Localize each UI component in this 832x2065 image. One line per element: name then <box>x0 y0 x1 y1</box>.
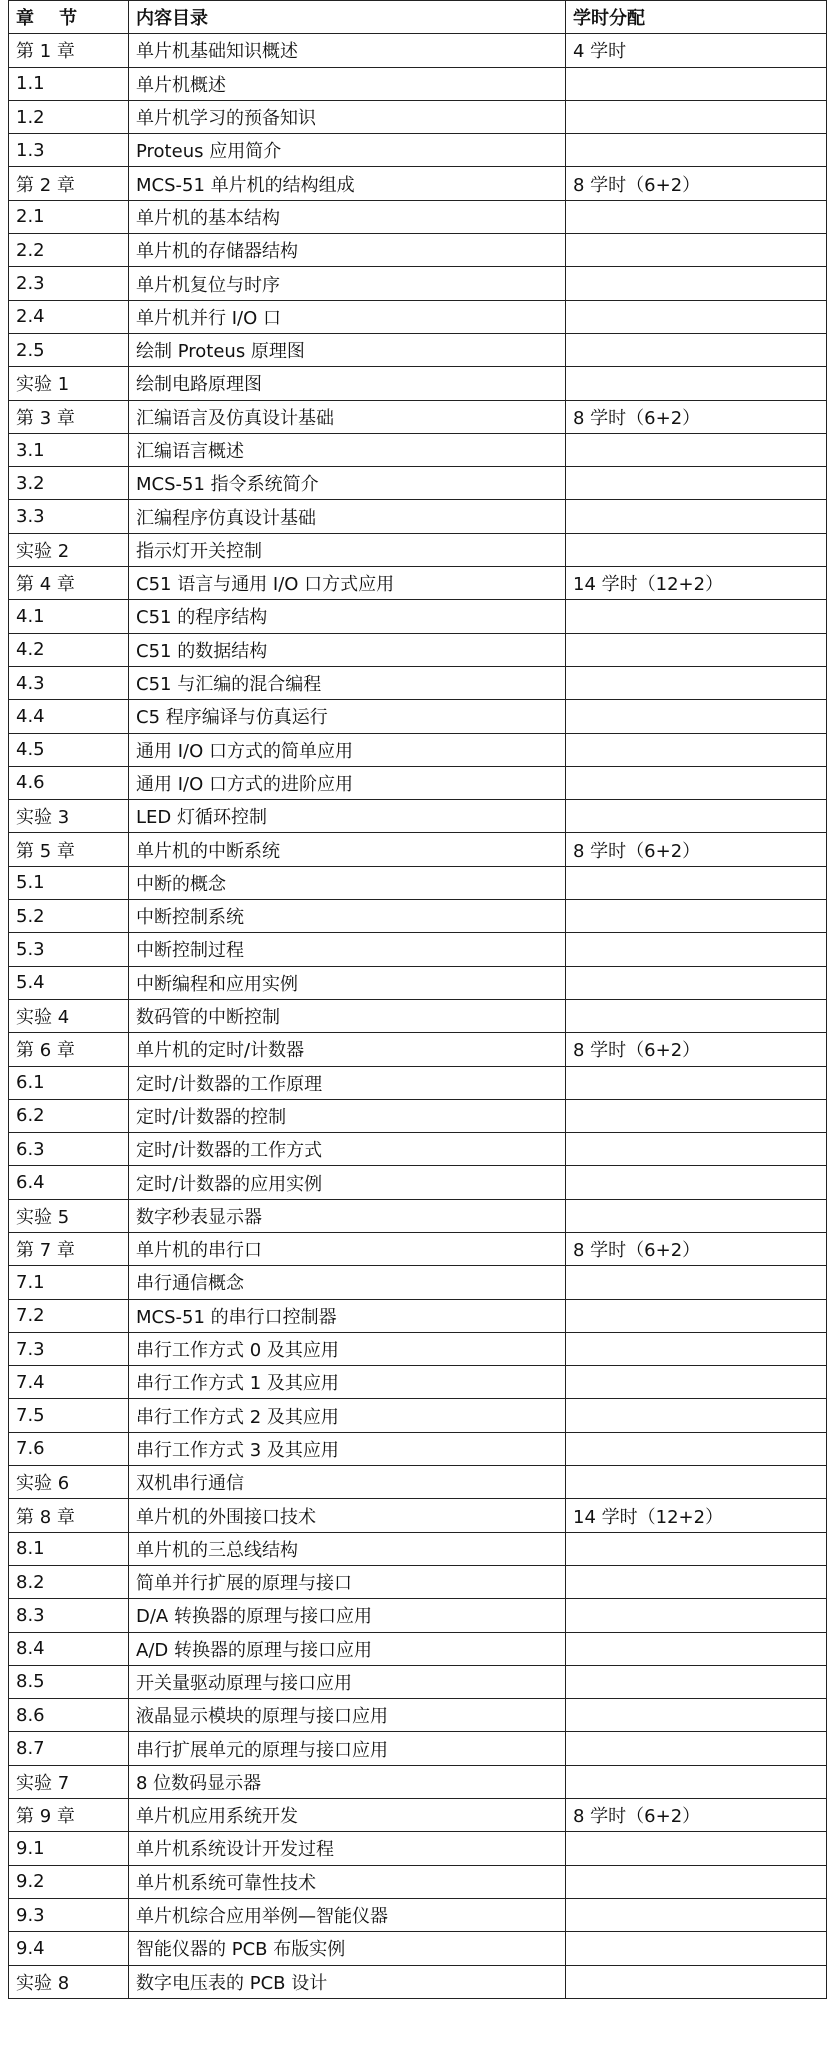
title-cell: 中断控制过程 <box>129 933 566 966</box>
section-cell: 5.3 <box>9 933 129 966</box>
hours-cell <box>566 1133 827 1166</box>
section-cell: 7.6 <box>9 1432 129 1465</box>
hours-cell <box>566 1665 827 1698</box>
header-row <box>9 1 827 34</box>
table-row <box>9 1199 827 1232</box>
hours-cell <box>566 1865 827 1898</box>
hours-cell: 14 学时（12+2） <box>566 1499 827 1532</box>
table-row <box>9 267 827 300</box>
table-row <box>9 67 827 100</box>
table-row <box>9 200 827 233</box>
table-row <box>9 1499 827 1532</box>
hours-cell <box>566 234 827 267</box>
table-row <box>9 1099 827 1132</box>
table-row <box>9 666 827 699</box>
title-cell: MCS-51 指令系统简介 <box>129 467 566 500</box>
title-cell: MCS-51 单片机的结构组成 <box>129 167 566 200</box>
title-cell: C51 与汇编的混合编程 <box>129 666 566 699</box>
table-row <box>9 533 827 566</box>
section-cell: 实验 3 <box>9 800 129 833</box>
syllabus-table <box>8 0 827 1999</box>
title-cell: 单片机的中断系统 <box>129 833 566 866</box>
table-row <box>9 134 827 167</box>
title-cell: D/A 转换器的原理与接口应用 <box>129 1599 566 1632</box>
hours-cell <box>566 200 827 233</box>
table-row <box>9 400 827 433</box>
hours-cell <box>566 1898 827 1931</box>
hours-cell <box>566 900 827 933</box>
table-row <box>9 1133 827 1166</box>
title-cell: 串行通信概念 <box>129 1266 566 1299</box>
title-cell: 汇编语言概述 <box>129 433 566 466</box>
title-cell: C51 语言与通用 I/O 口方式应用 <box>129 567 566 600</box>
section-cell: 2.5 <box>9 333 129 366</box>
table-row <box>9 833 827 866</box>
section-cell: 2.4 <box>9 300 129 333</box>
hours-cell: 8 学时（6+2） <box>566 1232 827 1265</box>
section-cell: 第 3 章 <box>9 400 129 433</box>
title-cell: 绘制 Proteus 原理图 <box>129 333 566 366</box>
section-cell: 8.6 <box>9 1699 129 1732</box>
title-cell: 中断的概念 <box>129 866 566 899</box>
title-cell: 绘制电路原理图 <box>129 367 566 400</box>
title-cell: 单片机的三总线结构 <box>129 1532 566 1565</box>
title-cell: C51 的程序结构 <box>129 600 566 633</box>
title-cell: 串行扩展单元的原理与接口应用 <box>129 1732 566 1765</box>
section-cell: 9.1 <box>9 1832 129 1865</box>
hours-cell <box>566 1299 827 1332</box>
section-cell: 实验 1 <box>9 367 129 400</box>
section-cell: 8.2 <box>9 1565 129 1598</box>
hours-cell <box>566 966 827 999</box>
section-cell: 第 9 章 <box>9 1799 129 1832</box>
hours-cell <box>566 1066 827 1099</box>
table-row <box>9 1799 827 1832</box>
section-cell: 实验 8 <box>9 1965 129 1998</box>
section-cell: 9.3 <box>9 1898 129 1931</box>
title-cell: 单片机的存储器结构 <box>129 234 566 267</box>
hours-cell <box>566 1399 827 1432</box>
table-row <box>9 600 827 633</box>
title-cell: 单片机的定时/计数器 <box>129 1033 566 1066</box>
title-cell: 通用 I/O 口方式的简单应用 <box>129 733 566 766</box>
title-cell: 数字秒表显示器 <box>129 1199 566 1232</box>
hours-cell: 4 学时 <box>566 34 827 67</box>
table-row <box>9 367 827 400</box>
table-row <box>9 333 827 366</box>
hours-cell: 8 学时（6+2） <box>566 400 827 433</box>
hours-cell: 8 学时（6+2） <box>566 167 827 200</box>
section-cell: 3.2 <box>9 467 129 500</box>
table-row <box>9 1932 827 1965</box>
table-row <box>9 500 827 533</box>
title-cell: 定时/计数器的应用实例 <box>129 1166 566 1199</box>
table-row <box>9 999 827 1032</box>
table-row <box>9 1699 827 1732</box>
section-cell: 6.2 <box>9 1099 129 1132</box>
title-cell: 开关量驱动原理与接口应用 <box>129 1665 566 1698</box>
table-row <box>9 1765 827 1798</box>
table-body <box>9 34 827 1999</box>
hours-cell <box>566 1099 827 1132</box>
table-row <box>9 866 827 899</box>
header-contents: 内容目录 <box>129 1 566 34</box>
hours-cell <box>566 1632 827 1665</box>
hours-cell <box>566 1466 827 1499</box>
title-cell: C5 程序编译与仿真运行 <box>129 700 566 733</box>
table-row <box>9 1432 827 1465</box>
title-cell: 串行工作方式 2 及其应用 <box>129 1399 566 1432</box>
title-cell: LED 灯循环控制 <box>129 800 566 833</box>
title-cell: 定时/计数器的工作方式 <box>129 1133 566 1166</box>
section-cell: 4.6 <box>9 766 129 799</box>
section-cell: 实验 2 <box>9 533 129 566</box>
title-cell: 单片机并行 I/O 口 <box>129 300 566 333</box>
hours-cell <box>566 367 827 400</box>
title-cell: 数字电压表的 PCB 设计 <box>129 1965 566 1998</box>
hours-cell <box>566 1366 827 1399</box>
section-cell: 4.4 <box>9 700 129 733</box>
section-cell: 8.1 <box>9 1532 129 1565</box>
hours-cell <box>566 300 827 333</box>
hours-cell <box>566 67 827 100</box>
section-cell: 第 1 章 <box>9 34 129 67</box>
hours-cell <box>566 600 827 633</box>
hours-cell <box>566 500 827 533</box>
section-cell: 4.1 <box>9 600 129 633</box>
table-row <box>9 467 827 500</box>
title-cell: 单片机应用系统开发 <box>129 1799 566 1832</box>
title-cell: 智能仪器的 PCB 布版实例 <box>129 1932 566 1965</box>
table-row <box>9 800 827 833</box>
table-row <box>9 1532 827 1565</box>
section-cell: 2.3 <box>9 267 129 300</box>
section-cell: 第 2 章 <box>9 167 129 200</box>
title-cell: 中断编程和应用实例 <box>129 966 566 999</box>
hours-cell <box>566 1932 827 1965</box>
section-cell: 7.5 <box>9 1399 129 1432</box>
hours-cell <box>566 333 827 366</box>
hours-cell <box>566 666 827 699</box>
table-row <box>9 1232 827 1265</box>
title-cell: 单片机基础知识概述 <box>129 34 566 67</box>
hours-cell <box>566 1266 827 1299</box>
section-cell: 7.2 <box>9 1299 129 1332</box>
title-cell: 单片机的外围接口技术 <box>129 1499 566 1532</box>
title-cell: 简单并行扩展的原理与接口 <box>129 1565 566 1598</box>
hours-cell <box>566 700 827 733</box>
title-cell: 双机串行通信 <box>129 1466 566 1499</box>
table-row <box>9 1066 827 1099</box>
hours-cell <box>566 1532 827 1565</box>
table-row <box>9 1665 827 1698</box>
section-cell: 2.1 <box>9 200 129 233</box>
hours-cell <box>566 933 827 966</box>
table-row <box>9 700 827 733</box>
hours-cell: 14 学时（12+2） <box>566 567 827 600</box>
section-cell: 8.7 <box>9 1732 129 1765</box>
hours-cell <box>566 134 827 167</box>
title-cell: 单片机的串行口 <box>129 1232 566 1265</box>
hours-cell <box>566 733 827 766</box>
section-cell: 5.4 <box>9 966 129 999</box>
section-cell: 第 6 章 <box>9 1033 129 1066</box>
section-cell: 8.5 <box>9 1665 129 1698</box>
section-cell: 实验 6 <box>9 1466 129 1499</box>
title-cell: 通用 I/O 口方式的进阶应用 <box>129 766 566 799</box>
section-cell: 第 5 章 <box>9 833 129 866</box>
table-row <box>9 167 827 200</box>
table-row <box>9 300 827 333</box>
title-cell: 液晶显示模块的原理与接口应用 <box>129 1699 566 1732</box>
table-row <box>9 766 827 799</box>
title-cell: 8 位数码显示器 <box>129 1765 566 1798</box>
title-cell: 定时/计数器的工作原理 <box>129 1066 566 1099</box>
title-cell: 指示灯开关控制 <box>129 533 566 566</box>
hours-cell <box>566 100 827 133</box>
table-row <box>9 1898 827 1931</box>
hours-cell: 8 学时（6+2） <box>566 1799 827 1832</box>
table-row <box>9 1732 827 1765</box>
title-cell: 汇编语言及仿真设计基础 <box>129 400 566 433</box>
title-cell: 数码管的中断控制 <box>129 999 566 1032</box>
title-cell: 汇编程序仿真设计基础 <box>129 500 566 533</box>
table-row <box>9 1466 827 1499</box>
title-cell: 单片机系统设计开发过程 <box>129 1832 566 1865</box>
title-cell: 单片机学习的预备知识 <box>129 100 566 133</box>
table-row <box>9 1565 827 1598</box>
hours-cell <box>566 766 827 799</box>
table-row <box>9 100 827 133</box>
hours-cell <box>566 433 827 466</box>
section-cell: 7.4 <box>9 1366 129 1399</box>
table-row <box>9 433 827 466</box>
table-row <box>9 1266 827 1299</box>
section-cell: 9.2 <box>9 1865 129 1898</box>
hours-cell: 8 学时（6+2） <box>566 833 827 866</box>
hours-cell <box>566 1699 827 1732</box>
section-cell: 实验 5 <box>9 1199 129 1232</box>
table-row <box>9 1332 827 1365</box>
section-cell: 1.3 <box>9 134 129 167</box>
title-cell: A/D 转换器的原理与接口应用 <box>129 1632 566 1665</box>
section-cell: 9.4 <box>9 1932 129 1965</box>
table-row <box>9 633 827 666</box>
hours-cell <box>566 1832 827 1865</box>
section-cell: 实验 7 <box>9 1765 129 1798</box>
table-row <box>9 1033 827 1066</box>
section-cell: 2.2 <box>9 234 129 267</box>
table-row <box>9 966 827 999</box>
hours-cell <box>566 1565 827 1598</box>
table-row <box>9 1632 827 1665</box>
table-row <box>9 733 827 766</box>
hours-cell <box>566 533 827 566</box>
hours-cell: 8 学时（6+2） <box>566 1033 827 1066</box>
table-row <box>9 1166 827 1199</box>
section-cell: 5.2 <box>9 900 129 933</box>
section-cell: 5.1 <box>9 866 129 899</box>
section-cell: 3.3 <box>9 500 129 533</box>
hours-cell <box>566 1332 827 1365</box>
hours-cell <box>566 1199 827 1232</box>
hours-cell <box>566 866 827 899</box>
section-cell: 1.2 <box>9 100 129 133</box>
title-cell: Proteus 应用简介 <box>129 134 566 167</box>
hours-cell <box>566 1732 827 1765</box>
title-cell: 单片机概述 <box>129 67 566 100</box>
section-cell: 4.5 <box>9 733 129 766</box>
section-cell: 8.4 <box>9 1632 129 1665</box>
title-cell: 定时/计数器的控制 <box>129 1099 566 1132</box>
table-row <box>9 1399 827 1432</box>
title-cell: 中断控制系统 <box>129 900 566 933</box>
section-cell: 6.1 <box>9 1066 129 1099</box>
title-cell: 串行工作方式 0 及其应用 <box>129 1332 566 1365</box>
table-row <box>9 234 827 267</box>
title-cell: 串行工作方式 1 及其应用 <box>129 1366 566 1399</box>
hours-cell <box>566 633 827 666</box>
section-cell: 6.3 <box>9 1133 129 1166</box>
table-row <box>9 900 827 933</box>
table-row <box>9 1599 827 1632</box>
title-cell: 单片机复位与时序 <box>129 267 566 300</box>
table-row <box>9 1366 827 1399</box>
title-cell: 单片机系统可靠性技术 <box>129 1865 566 1898</box>
hours-cell <box>566 1432 827 1465</box>
header-section: 章 节 <box>9 1 129 34</box>
hours-cell <box>566 267 827 300</box>
section-cell: 3.1 <box>9 433 129 466</box>
section-cell: 4.3 <box>9 666 129 699</box>
hours-cell <box>566 999 827 1032</box>
table-row <box>9 933 827 966</box>
section-cell: 第 7 章 <box>9 1232 129 1265</box>
table-row <box>9 567 827 600</box>
title-cell: 单片机的基本结构 <box>129 200 566 233</box>
title-cell: 单片机综合应用举例—智能仪器 <box>129 1898 566 1931</box>
section-cell: 4.2 <box>9 633 129 666</box>
header-hours: 学时分配 <box>566 1 827 34</box>
section-cell: 8.3 <box>9 1599 129 1632</box>
title-cell: MCS-51 的串行口控制器 <box>129 1299 566 1332</box>
table-row <box>9 34 827 67</box>
hours-cell <box>566 1166 827 1199</box>
title-cell: 串行工作方式 3 及其应用 <box>129 1432 566 1465</box>
table-row <box>9 1965 827 1998</box>
section-cell: 6.4 <box>9 1166 129 1199</box>
hours-cell <box>566 1965 827 1998</box>
section-cell: 1.1 <box>9 67 129 100</box>
section-cell: 7.3 <box>9 1332 129 1365</box>
title-cell: C51 的数据结构 <box>129 633 566 666</box>
hours-cell <box>566 800 827 833</box>
section-cell: 第 4 章 <box>9 567 129 600</box>
table-row <box>9 1299 827 1332</box>
section-cell: 第 8 章 <box>9 1499 129 1532</box>
table-row <box>9 1832 827 1865</box>
section-cell: 7.1 <box>9 1266 129 1299</box>
hours-cell <box>566 1765 827 1798</box>
hours-cell <box>566 1599 827 1632</box>
hours-cell <box>566 467 827 500</box>
section-cell: 实验 4 <box>9 999 129 1032</box>
table-row <box>9 1865 827 1898</box>
